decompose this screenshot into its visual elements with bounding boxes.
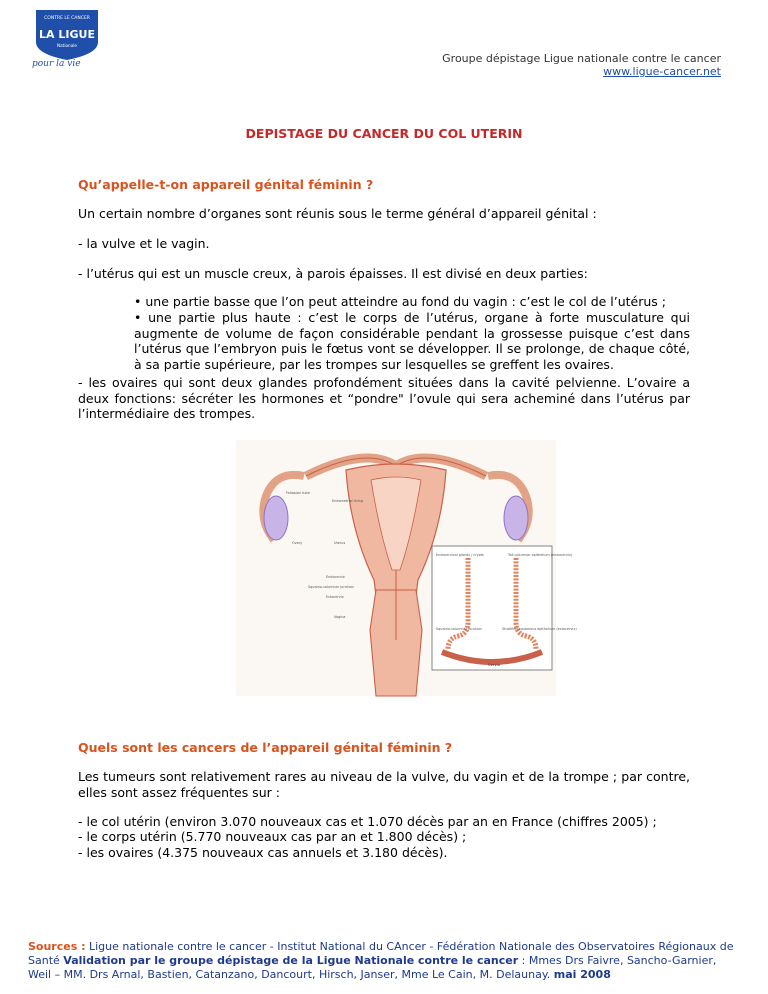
footer-sources-text: Ligue nationale contre le cancer - Institut National du CAncer - Fédération Nationale des Observatoires Régionaux de Santé	[28, 940, 734, 967]
page-title: DEPISTAGE DU CANCER DU COL UTERIN	[245, 126, 523, 141]
ligue-logo	[28, 8, 118, 68]
logo-tagline: pour la vie	[32, 59, 81, 69]
footer-label: Sources :	[28, 940, 86, 953]
label-squamous-junction: Squamo-columnar junction	[436, 627, 482, 631]
label-stratified: Stratified squamous epithelium (ectocervix)	[502, 627, 577, 631]
section2-item-corps: - le corps utérin (5.770 nouveaux cas par an et 1.800 décès) ;	[78, 829, 467, 844]
header-org: Groupe dépistage Ligue nationale contre le cancer	[442, 52, 721, 65]
label-glands: Endocervical glands / crypts	[436, 553, 484, 557]
section2-heading: Quels sont les cancers de l’appareil génital féminin ?	[78, 740, 453, 755]
section1-item-uterus: - l’utérus qui est un muscle creux, à parois épaisses. Il est divisé en deux parties:	[78, 266, 588, 281]
cervix-detail-inset	[432, 546, 552, 670]
section1-heading: Qu’appelle-t-on appareil génital féminin ?	[78, 177, 374, 192]
label-endometrial: Endometrial lining	[332, 499, 363, 503]
label-tall-epithelium: Tall columnar epithelium (endocervix)	[508, 553, 573, 557]
label-vagina: Vagina	[334, 615, 346, 619]
logo-sub-text: Nationale	[56, 43, 78, 48]
left-ovary	[264, 496, 288, 540]
label-endocervix: Endocervix	[326, 575, 345, 579]
section1-bullet-col: • une partie basse que l’on peut atteindre au fond du vagin : c’est le col de l’utérus ;	[134, 294, 667, 309]
logo-top-text: CONTRE LE CANCER	[44, 16, 90, 21]
section2-item-ovaires: - les ovaires (4.375 nouveaux cas annuels et 3.180 décès).	[78, 845, 448, 860]
footer-validation-label: Validation par le groupe dépistage de la Ligue Nationale contre le cancer	[63, 954, 519, 967]
footer-sources	[28, 940, 740, 982]
section2-intro: Les tumeurs sont relativement rares au niveau de la vulve, du vagin et de la trompe ; par contre, elles sont assez fréquentes sur :	[78, 769, 690, 800]
label-ectocervix: Ectocervix	[326, 595, 344, 599]
right-ovary	[504, 496, 528, 540]
label-fallopian: Fallopian tube	[286, 491, 310, 495]
footer-date: mai 2008	[553, 968, 611, 981]
section1-intro: Un certain nombre d’organes sont réunis sous le terme général d’appareil génital :	[78, 206, 597, 221]
header-url-link[interactable]: www.ligue-cancer.net	[603, 65, 721, 78]
header	[442, 52, 721, 78]
section1-bullet-corps: • une partie plus haute : c’est le corps de l’utérus, organe à forte musculature qui augmente de volume de façon considérable pendant la grossesse puisque c’est dans l’utérus que l’embryon puis le fœtus vont se développer. Il se prolonge, de chaque côté, à sa partie supérieure, par les trompes sur lesquelles se greffent les ovaires.	[134, 310, 690, 372]
uterus-anatomy-diagram	[236, 440, 577, 696]
label-uterus: Uterus	[334, 541, 346, 545]
section1-item-vulve: - la vulve et le vagin.	[78, 236, 210, 251]
section1-item-ovaires: - les ovaires qui sont deux glandes profondément situées dans la cavité pelvienne. L’ovaire a deux fonctions: sécréter les hormones et “pondre" l’ovule qui sera acheminé dans l’utérus par l’intermédiaire des trompes.	[78, 375, 690, 421]
logo-name: LA LIGUE	[39, 28, 95, 41]
label-ovary: Ovary	[292, 541, 303, 545]
section2-item-col: - le col utérin (environ 3.070 nouveaux cas et 1.070 décès par an en France (chiffres 2005) ;	[78, 814, 657, 829]
label-cervix: Cervix	[488, 663, 501, 667]
label-junction: Squamo-columnar junction	[308, 585, 354, 589]
footer-validators: : Mmes Drs Faivre, Sancho-Garnier, Weil – MM. Drs Arnal, Bastien, Catanzano, Dancourt, Hirsch, Janser, Mme Le Cain, M. Delaunay.	[28, 954, 717, 981]
